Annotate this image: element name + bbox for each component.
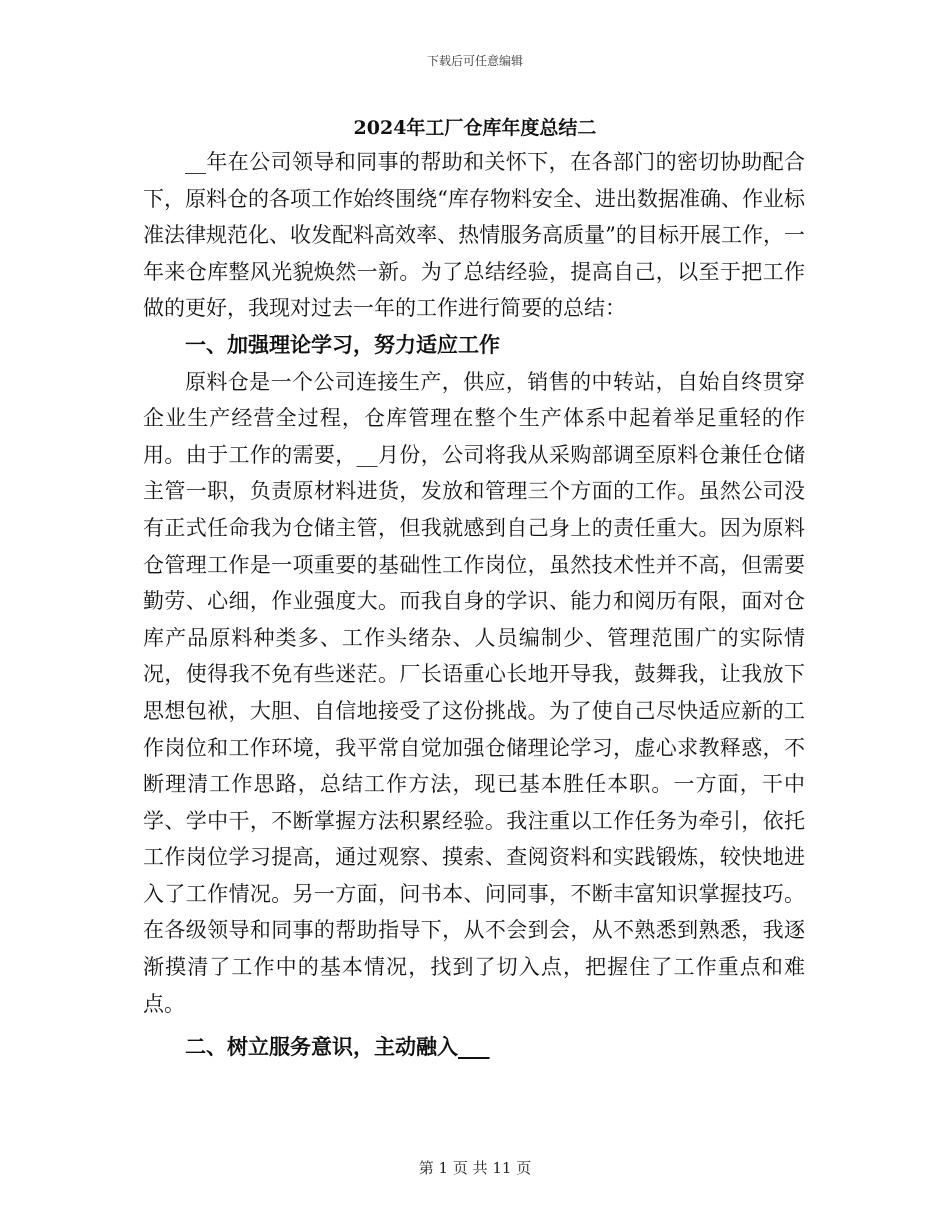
document-title: 2024年工厂仓库年度总结二 [353, 117, 597, 139]
section-1-paragraph: 原料仓是一个公司连接生产，供应，销售的中转站，自始自终贯穿企业生产经营全过程，仓库管理在整个生产体系中起着举足重轻的作用。由于工作的需要，__月份，公司将我从采购部调至原料仓兼任仓储主管一职，负责原材料进货，发放和管理三个方面的工作。虽然公司没有正式任命我为仓储主管，但我就感到自己身上的责任重大。因为原料仓管理工作是一项重要的基础性工作岗位，虽然技术性并不高，但需要勤劳、心细，作业强度大。而我自身的学识、能力和阅历有限，面对仓库产品原料种类多、工作头绪杂、人员编制少、管理范围广的实际情况，使得我不免有些迷茫。厂长语重心长地开导我，鼓舞我，让我放下思想包袱，大胆、自信地接受了这份挑战。为了使自己尽快适应新的工作岗位和工作环境，我平常自觉加强仓储理论学习，虚心求教释惑，不断理清工作思路，总结工作方法，现已基本胜任本职。一方面，干中学、学中干，不断掌握方法积累经验。我注重以工作任务为牵引，依托工作岗位学习提高，通过观察、摸索、查阅资料和实践锻炼，较快地进入了工作情况。另一方面，问书本、问同事，不断丰富知识掌握技巧。在各级领导和同事的帮助指导下，从不会到会，从不熟悉到熟悉，我逐渐摸清了工作中的基本情况，找到了切入点，把握住了工作重点和难点。 [143, 369, 805, 1016]
section-1-heading: 一、加强理论学习，努力适应工作 [185, 331, 500, 357]
intro-paragraph: __年在公司领导和同事的帮助和关怀下，在各部门的密切协助配合下，原料仓的各项工作始终围绕“库存物料安全、进出数据准确、作业标准法律规范化、收发配料高效率、热情服务高质量”的目标开展工作，一年来仓库整风光貌焕然一新。为了总结经验，提高自己，以至于把工作做的更好，我现对过去一年的工作进行简要的总结： [143, 150, 805, 321]
section-2-heading: 二、树立服务意识，主动融入___ [185, 1034, 490, 1060]
document-body [143, 144, 805, 1066]
page-number: 第 1 页 共 11 页 [418, 1159, 532, 1177]
page-header-note: 下载后可任意编辑 [426, 54, 523, 68]
